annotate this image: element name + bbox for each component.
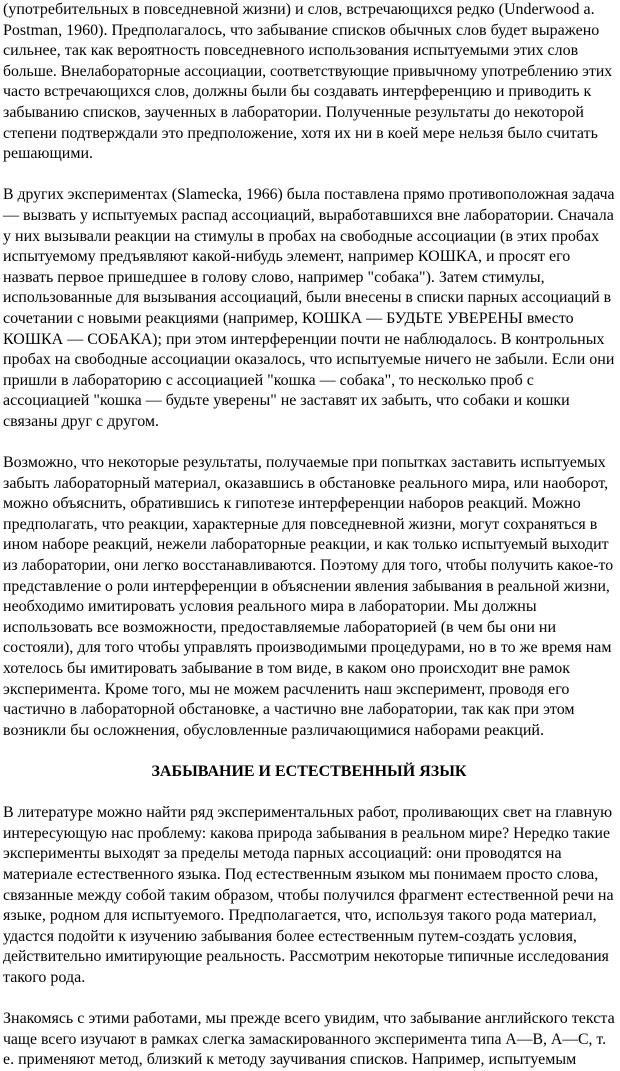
paragraph-5 xyxy=(3,1009,615,1071)
text-line: В литературе можно найти ряд экспериментальных работ, проливающих свет на главную xyxy=(3,804,613,822)
paragraph-4 xyxy=(3,803,615,988)
section-heading: ЗАБЫВАНИЕ И ЕСТЕСТВЕННЫЙ ЯЗЫК xyxy=(151,762,467,780)
text-line: материале естественного языка. Под естественным языком мы понимаем просто слова, xyxy=(3,865,599,883)
paragraph-2 xyxy=(3,185,615,432)
text-line: пришли в лабораторию с ассоциацией "кошка — собака", то несколько проб с xyxy=(3,371,534,389)
text-line: назвать первое пришедшее в голову слово, например "собака"). Затем стимулы, xyxy=(3,268,545,286)
text-line: возникли бы осложнения, обусловленные различающимися наборами реакций. xyxy=(3,721,544,739)
text-line: Postman, 1960). Предполагалось, что забывание списков обычных слов будет выражено xyxy=(3,21,600,39)
text-line: предполагать, что реакции, характерные для повседневной жизни, могут сохраняться в xyxy=(3,515,598,533)
text-line: связанные между собой таким образом, чтобы получился фрагмент естественной речи на xyxy=(3,886,614,904)
text-line: забыванию списков, заученных в лаборатории. Полученные результаты до некоторой xyxy=(3,103,584,121)
text-line: можно объяснить, обратившись к гипотезе интерференции наборов реакций. Можно xyxy=(3,495,581,513)
text-line: эксперименты выходят за пределы метода парных ассоциаций: они проводятся на xyxy=(3,845,562,863)
text-line: степени подтверждали это предположение, хотя их ни в коей мере нельзя было считать xyxy=(3,124,598,142)
text-line: ином наборе реакций, нежели лабораторные реакции, и как только испытуемый выходит xyxy=(3,536,609,554)
text-line: В других экспериментах (Slamecka, 1966) была поставлена прямо противоположная задача xyxy=(3,186,615,204)
text-line: эксперимента. Кроме того, мы не можем расчленить наш эксперимент, проводя его xyxy=(3,680,570,698)
text-line: — вызвать у испытуемых распад ассоциаций, выработавшихся вне лаборатории. Сначала xyxy=(3,206,614,224)
text-line: ассоциацией "кошка — будьте уверены" не заставят их забыть, что собаки и кошки xyxy=(3,392,570,410)
text-line: пробах на свободные ассоциации оказалось, что испытуемые ничего не забыли. Если они xyxy=(3,351,615,369)
text-line: сильнее, так как вероятность повседневного использования испытуемыми этих слов xyxy=(3,42,579,60)
text-line: необходимо имитировать условия реального мира в лаборатории. Мы должны xyxy=(3,598,537,616)
text-line: представление о роли интерференции в объяснении явления забывания в реальной жизни, xyxy=(3,577,610,595)
text-line: состояли), для того чтобы управлять производимыми процедурами, но в то же время нам xyxy=(3,639,612,657)
text-line: использовать все возможности, предоставляемые лабораторией (в чем бы они ни xyxy=(3,618,557,636)
text-line: языке, родном для испытуемого. Предполагается, что, используя такого рода материал, xyxy=(3,907,597,925)
text-line: часто встречающихся слов, должны были бы создавать интерференцию и приводить к xyxy=(3,83,592,101)
text-line: Знакомясь с этими работами, мы прежде всего увидим, что забывание английского текста xyxy=(3,1010,615,1028)
text-line: интересующую нас проблему: какова природа забывания в реальном мире? Нередко такие xyxy=(3,824,610,842)
document-page xyxy=(3,0,615,1069)
text-line: удастся подойти к изучению забывания более естественным путем-создать условия, xyxy=(3,927,577,945)
text-line: такого рода. xyxy=(3,968,86,986)
text-line: е. применяют метод, близкий к методу заучивания списков. Например, испытуемым xyxy=(3,1051,577,1069)
text-line: сочетании с новыми реакциями (например, КОШКА — БУДЬТЕ УВЕРЕНЫ вместо xyxy=(3,309,574,327)
text-line: у них вызывали реакции на стимулы в пробах на свободные ассоциации (в этих пробах xyxy=(3,227,600,245)
text-line: частично в лабораторной обстановке, а частично вне лаборатории, так как при этом xyxy=(3,701,575,719)
paragraph-3 xyxy=(3,453,615,741)
paragraph-1 xyxy=(3,0,615,165)
text-line: Возможно, что некоторые результаты, получаемые при попытках заставить испытуемых xyxy=(3,454,606,472)
text-line: хотелось бы имитировать забывание в том виде, в каком оно происходит вне рамок xyxy=(3,660,570,677)
text-line: из лаборатории, они легко восстанавливаются. Поэтому для того, чтобы получить какое-то xyxy=(3,557,614,575)
text-line: чаще всего изучают в рамках слегка замаскированного эксперимента типа А—В, А—С, т. xyxy=(3,1030,607,1048)
text-line: (употребительных в повседневной жизни) и слов, встречающихся редко (Underwood a. xyxy=(3,1,595,18)
text-line: связаны друг с другом. xyxy=(3,412,160,430)
text-line: решающими. xyxy=(3,145,94,163)
text-line: испытуемому предъявляют какой-нибудь элемент, например КОШКА, и просят его xyxy=(3,248,571,266)
text-line: забыть лабораторный материал, оказавшись в обстановке реального мира, или наоборот, xyxy=(3,474,609,492)
text-line: КОШКА — СОБАКА); при этом интерференции почти не наблюдалось. В контрольных xyxy=(3,330,605,348)
text-line: больше. Внелабораторные ассоциации, соответствующие привычному употреблению этих xyxy=(3,62,613,80)
text-line: использованные для вызывания ассоциаций, были внесены в списки парных ассоциаций в xyxy=(3,289,612,307)
text-line: действительно имитирующие реальность. Рассмотрим некоторые типичные исследования xyxy=(3,948,609,966)
